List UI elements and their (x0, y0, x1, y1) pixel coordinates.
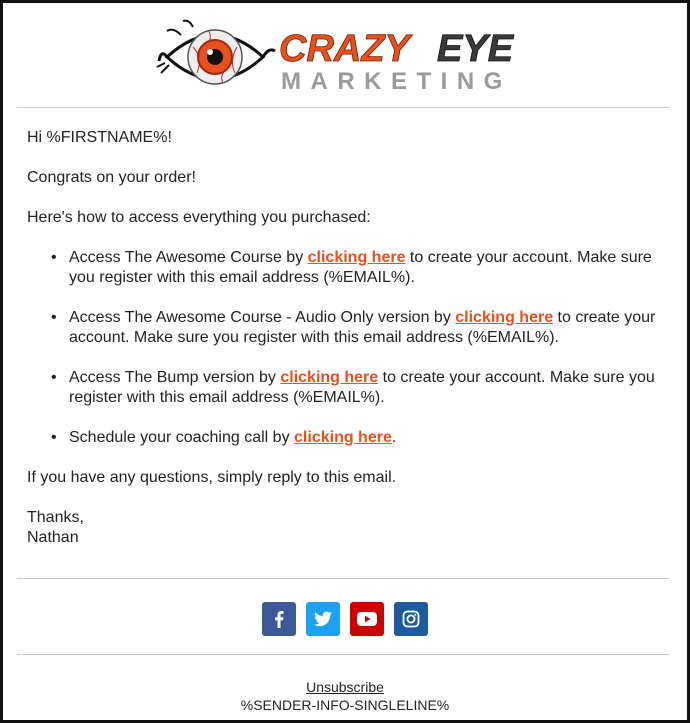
instagram-button[interactable] (394, 602, 428, 636)
list-item (51, 428, 667, 448)
social-divider-top (17, 578, 669, 579)
bullet-icon: • (51, 429, 57, 446)
item-text: to create your account. Make sure you register with this email address (%EMAIL%). (69, 369, 655, 406)
logo-eye-text: EYE (437, 28, 514, 70)
instagram-icon (402, 610, 420, 628)
item-text: to create your account. Make sure you register with this email address (%EMAIL%). (69, 249, 652, 286)
item-text: Schedule your coaching call by (69, 429, 295, 446)
email-footer (3, 678, 687, 714)
youtube-button[interactable] (350, 602, 384, 636)
intro-text: Here's how to access everything you purchased: (27, 209, 371, 226)
clicking-here-link[interactable]: clicking here (294, 429, 392, 446)
access-list (27, 248, 667, 448)
logo-marketing-text: MARKETING (281, 68, 512, 95)
item-text: to create your account. Make sure you register with this email address (%EMAIL%). (69, 309, 656, 346)
youtube-icon (357, 611, 377, 627)
list-item (51, 248, 667, 288)
congrats-text: Congrats on your order! (27, 169, 196, 186)
email-body (27, 128, 667, 548)
item-text: Access The Bump version by (69, 369, 281, 386)
item-text: Access The Awesome Course by (69, 249, 308, 266)
list-item (51, 368, 667, 408)
item-text: Access The Awesome Course - Audio Only version by (69, 309, 456, 326)
header-logo (3, 17, 687, 97)
list-item (51, 308, 667, 348)
twitter-icon (314, 611, 332, 627)
crazy-eye-logo (153, 17, 537, 97)
clicking-here-link[interactable]: clicking here (307, 249, 406, 266)
social-divider-bottom (17, 654, 669, 655)
logo-crazy-text: CRAZY (279, 28, 410, 70)
bullet-icon: • (51, 309, 57, 326)
item-text: . (391, 429, 397, 446)
greeting: Hi %FIRSTNAME%! (27, 129, 172, 146)
header-divider (17, 107, 669, 108)
questions-text: If you have any questions, simply reply to this email. (27, 469, 397, 486)
bullet-icon: • (51, 249, 57, 266)
signature-text: Nathan (27, 529, 79, 546)
bullet-icon: • (51, 369, 57, 386)
twitter-button[interactable] (306, 602, 340, 636)
sender-info: %SENDER-INFO-SINGLELINE% (240, 697, 450, 713)
facebook-button[interactable] (262, 602, 296, 636)
eyeball-icon (157, 21, 275, 84)
unsubscribe-link[interactable]: Unsubscribe (306, 679, 384, 695)
clicking-here-link[interactable]: clicking here (455, 309, 554, 326)
clicking-here-link[interactable]: clicking here (280, 369, 379, 386)
facebook-icon (270, 610, 288, 628)
signoff-text: Thanks, (27, 509, 84, 526)
social-links (3, 602, 687, 636)
